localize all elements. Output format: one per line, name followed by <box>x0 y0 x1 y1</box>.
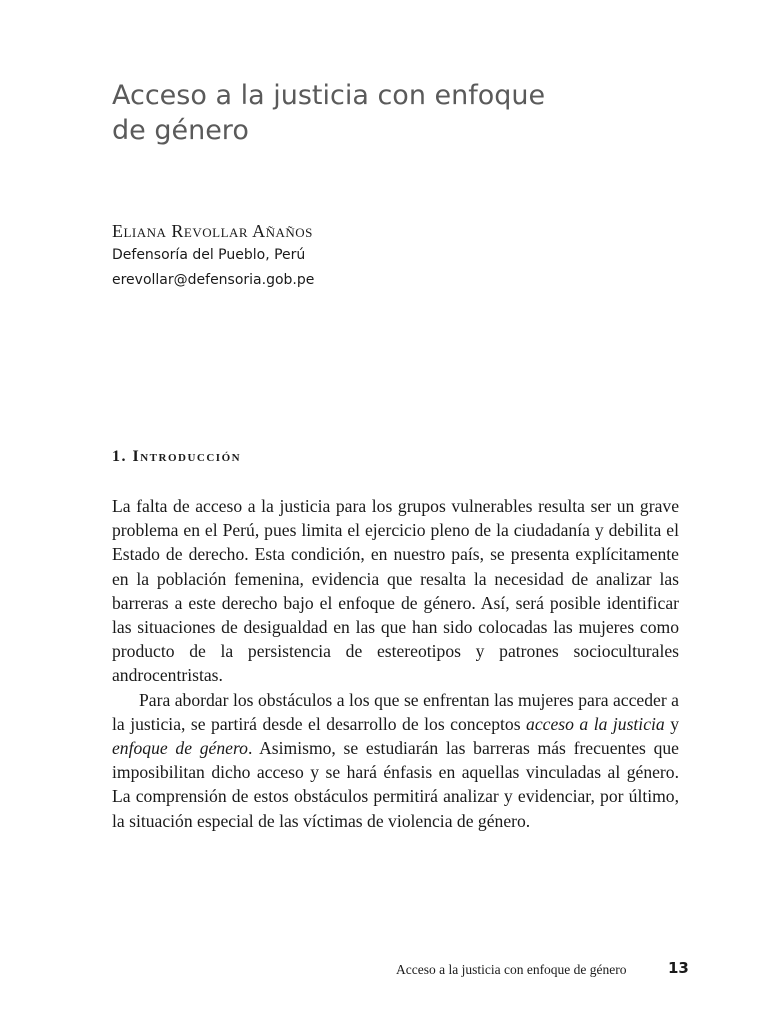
article-title <box>112 78 672 148</box>
paragraph-2 <box>112 688 679 833</box>
author-block <box>112 219 672 293</box>
body-text <box>112 494 679 833</box>
section-heading: 1. Introducción <box>112 448 242 465</box>
running-footer-title: Acceso a la justicia con enfoque de género <box>396 962 627 977</box>
italic-term-gender: enfoque de género <box>112 738 248 759</box>
author-name: Eliana Revollar Añaños <box>112 221 313 241</box>
italic-term-access: acceso a la justicia <box>526 713 665 734</box>
author-affiliation: Defensoría del Pueblo, Perú <box>112 247 306 263</box>
article-title-line-2: de género <box>112 115 249 146</box>
paragraph-1: La falta de acceso a la justicia para los grupos vulnerables resulta ser un grave problema en el Perú, pues limita el ejercicio pleno de la ciudadanía y debilita el Estado de derecho. Esta condición, en nuestro país, se presenta explícitamente en la población femenina, evidencia que resalta la necesidad de analizar las barreras a este derecho bajo el enfoque de género. Así, será posible identificar las situaciones de desigualdad en las que han sido colocadas las mujeres como producto de la persistencia de estereotipos y patrones socioculturales androcentristas. <box>112 496 679 686</box>
author-email: erevollar@defensoria.gob.pe <box>112 272 315 288</box>
paragraph-2-start: Para abordar los obstáculos a los que se enfrentan las mujeres para acceder a la justicia, se partirá desde el desarrollo de los conceptos <box>112 689 679 734</box>
paragraph-2-mid: y <box>664 713 679 734</box>
article-title-line-1: Acceso a la justicia con enfoque <box>112 80 546 111</box>
page-number: 13 <box>668 959 689 977</box>
paragraph-2-end: . Asimismo, se estudiarán las barreras más frecuentes que imposibilitan dicho acceso y se hará énfasis en aquellas vinculadas al género. La comprensión de estos obstáculos permitirá analizar y evidenciar, por último, la situación especial de las víctimas de violencia de género. <box>112 738 679 831</box>
